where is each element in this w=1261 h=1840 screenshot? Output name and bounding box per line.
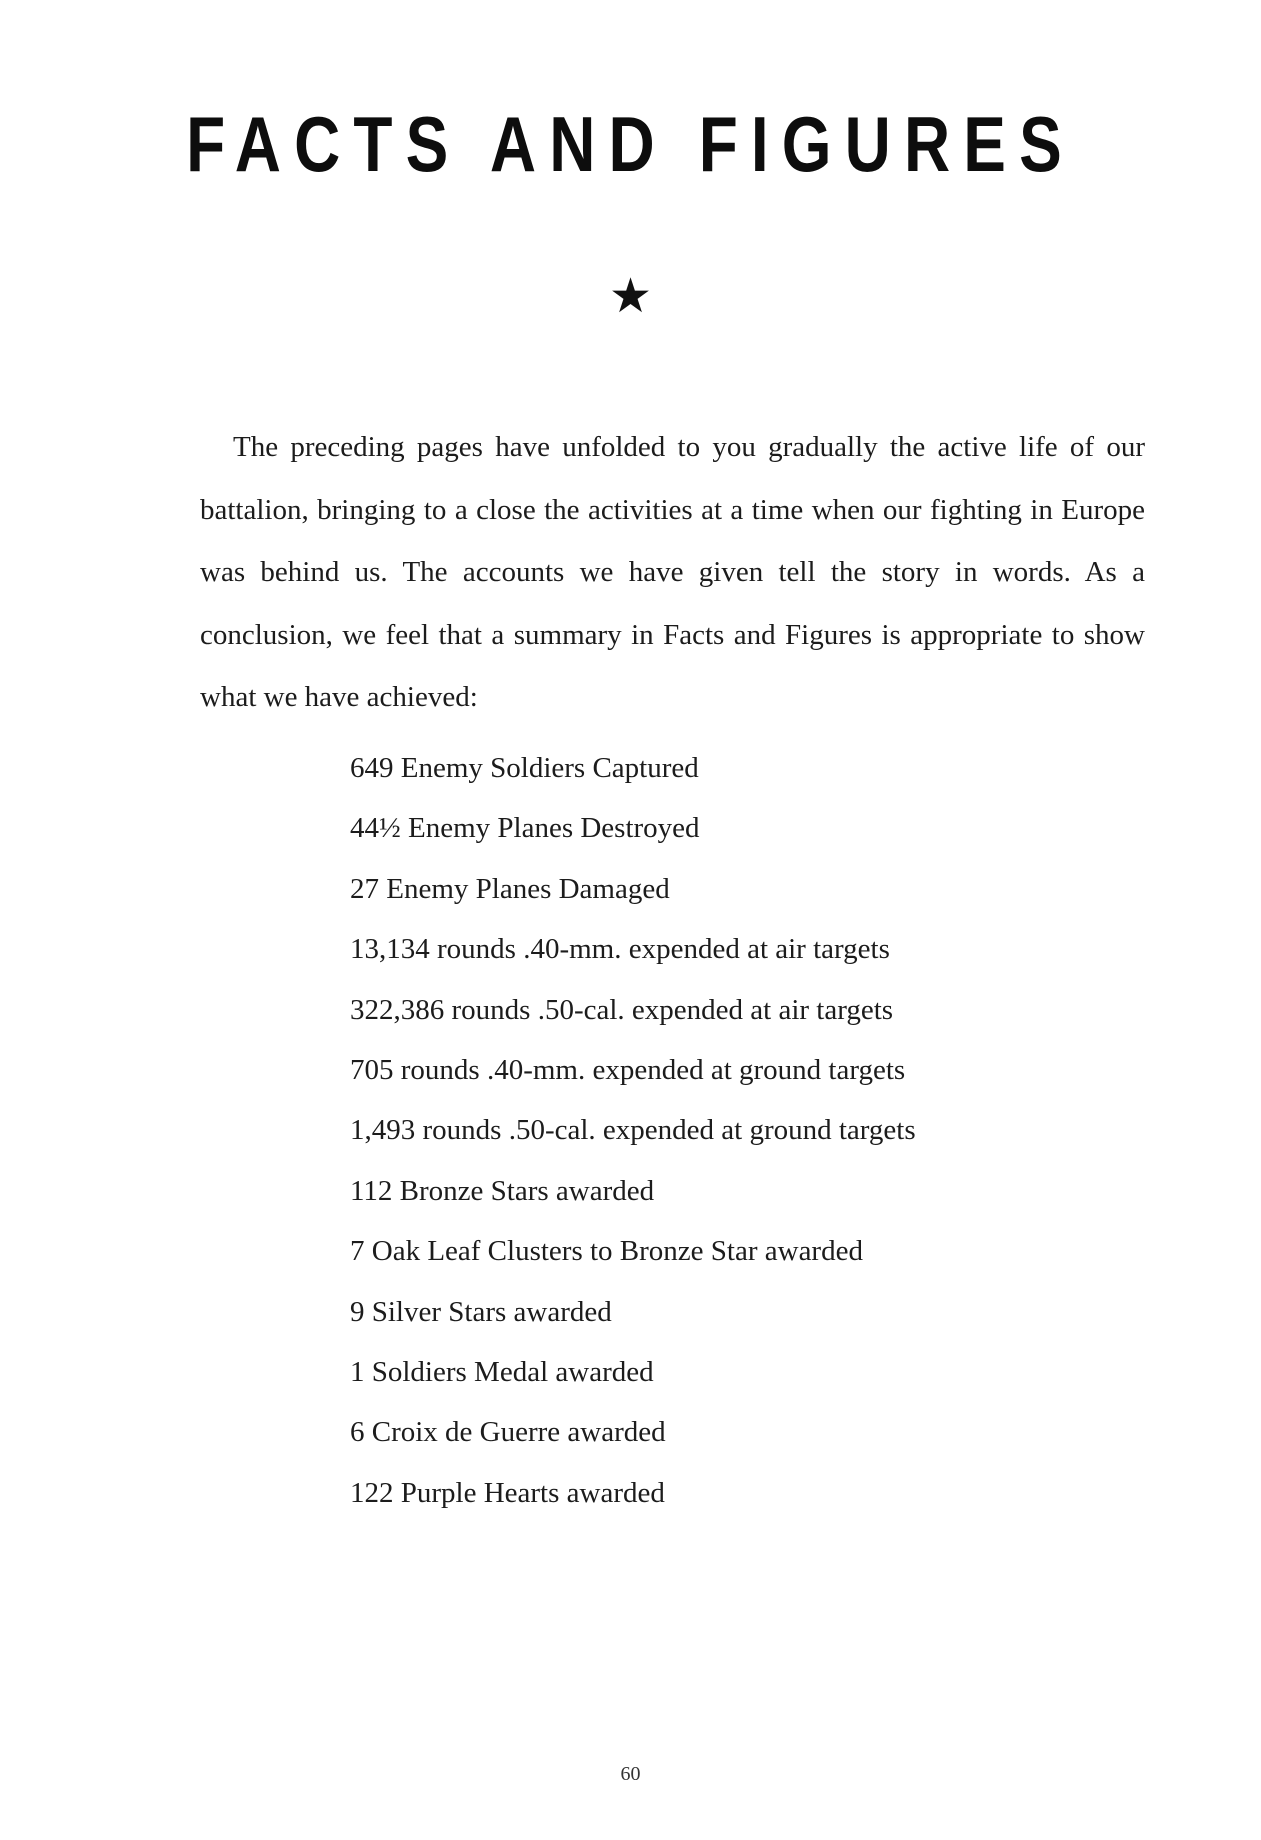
- page-title: FACTS AND FIGURES: [186, 100, 1075, 188]
- fact-item: 1,493 rounds .50-cal. expended at ground targets: [350, 1114, 916, 1147]
- fact-item: 27 Enemy Planes Damaged: [350, 872, 670, 905]
- fact-item: 649 Enemy Soldiers Captured: [350, 752, 699, 784]
- fact-item: 9 Silver Stars awarded: [350, 1295, 612, 1328]
- fact-item: 322,386 rounds .50-cal. expended at air targets: [350, 993, 894, 1026]
- fact-item: 7 Oak Leaf Clusters to Bronze Star awarded: [350, 1235, 863, 1268]
- star-icon: ★: [608, 268, 653, 324]
- fact-item: 6 Croix de Guerre awarded: [350, 1416, 666, 1449]
- fact-item: 44½ Enemy Planes Destroyed: [350, 812, 700, 845]
- fact-item: 122 Purple Hearts awarded: [350, 1476, 665, 1509]
- page-number: 60: [620, 1763, 641, 1785]
- fact-item: 705 rounds .40-mm. expended at ground targets: [350, 1053, 906, 1086]
- intro-paragraph: The preceding pages have unfolded to you gradually the active life of our battalion, bringing to a close the activities at a time when our fighting in Europe was behind us. The accounts we have given tell the story in words. As a conclusion, we feel that a summary in Facts and Figures is appropriate to show what we have achieved:: [200, 431, 1145, 713]
- fact-item: 1 Soldiers Medal awarded: [350, 1355, 654, 1388]
- fact-item: 112 Bronze Stars awarded: [350, 1174, 655, 1207]
- facts-list: [350, 738, 916, 1523]
- fact-item: 13,134 rounds .40-mm. expended at air targets: [350, 933, 890, 966]
